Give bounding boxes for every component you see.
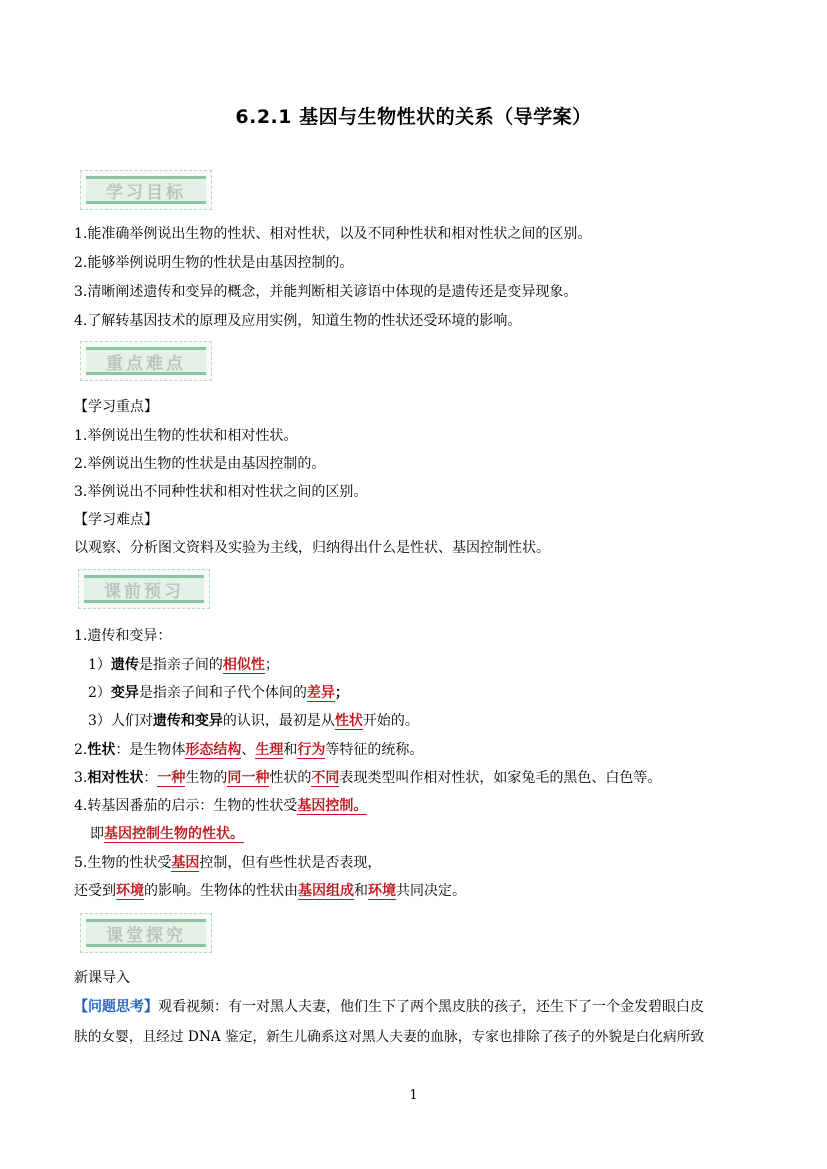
section-banner-label: 重点难点 bbox=[86, 347, 206, 375]
answer-blank: 基因 bbox=[171, 855, 200, 871]
focus-header: 【学习重点】 bbox=[74, 399, 158, 415]
section-banner-label: 学习目标 bbox=[86, 176, 206, 204]
answer-blank: 基因控制生物的性状。 bbox=[104, 826, 244, 842]
answer-blank: 环境 bbox=[368, 883, 396, 899]
preview-q2: 2.性状：是生物体形态结构、生理和行为等特征的统称。 bbox=[74, 742, 424, 758]
difficulty-text: 以观察、分析图文资料及实验为主线，归纳得出什么是性状、基因控制性状。 bbox=[74, 540, 550, 556]
answer-blank: 差异 bbox=[306, 685, 335, 701]
section-banner-label: 课堂探究 bbox=[86, 919, 206, 947]
answer-blank: 行为 bbox=[297, 742, 326, 758]
answer-blank: 相似性 bbox=[222, 657, 265, 673]
focus-item: 1.举例说出生物的性状和相对性状。 bbox=[74, 428, 298, 444]
preview-q5: 5.生物的性状受基因控制，但有些性状是否表现， bbox=[74, 855, 382, 871]
section-banner-label: 课前预习 bbox=[84, 575, 204, 603]
question-label: 【问题思考】 bbox=[74, 999, 158, 1015]
preview-q4: 4.转基因番茄的启示：生物的性状受基因控制。 bbox=[74, 798, 368, 814]
answer-blank: 生理 bbox=[255, 742, 284, 758]
question-line: 【问题思考】观看视频：有一对黑人夫妻，他们生下了两个黑皮肤的孩子，还生下了一个金发碧眼白皮 bbox=[74, 999, 704, 1015]
goal-item: 3.清晰阐述遗传和变异的概念，并能判断相关谚语中体现的是遗传还是变异现象。 bbox=[74, 284, 578, 300]
goal-item: 4.了解转基因技术的原理及应用实例，知道生物的性状还受环境的影响。 bbox=[74, 313, 522, 329]
question-line: 肤的女婴，且经过 DNA 鉴定，新生儿确系这对黑人夫妻的血脉，专家也排除了孩子的外貌是白化病所致 bbox=[74, 1029, 705, 1045]
preview-q5b: 还受到环境的影响。生物体的性状由基因组成和环境共同决定。 bbox=[74, 883, 466, 899]
preview-q4b: 即基因控制生物的性状。 bbox=[90, 826, 244, 842]
goal-item: 2.能够举例说明生物的性状是由基因控制的。 bbox=[74, 255, 354, 271]
focus-item: 2.举例说出生物的性状是由基因控制的。 bbox=[74, 456, 326, 472]
page-title: 6.2.1 基因与生物性状的关系（导学案） bbox=[235, 106, 592, 128]
answer-blank: 环境 bbox=[116, 883, 144, 899]
preview-q1a: 1）遗传是指亲子间的相似性； bbox=[88, 657, 279, 673]
preview-q1c: 3）人们对遗传和变异的认识，最初是从性状开始的。 bbox=[88, 713, 419, 729]
answer-blank: 同一种 bbox=[227, 770, 270, 786]
answer-blank: 一种 bbox=[157, 770, 186, 786]
focus-item: 3.举例说出不同种性状和相对性状之间的区别。 bbox=[74, 484, 368, 500]
difficulty-header: 【学习难点】 bbox=[74, 512, 158, 528]
answer-blank: 基因控制。 bbox=[297, 798, 368, 814]
intro-heading: 新课导入 bbox=[74, 970, 130, 986]
answer-blank: 性状 bbox=[334, 713, 363, 729]
section-banner-key bbox=[80, 341, 212, 381]
section-banner-explore bbox=[80, 913, 212, 953]
preview-q3: 3.相对性状：一种生物的同一种性状的不同表现类型叫作相对性状，如家兔毛的黑色、白色等。 bbox=[74, 770, 662, 786]
page-number: 1 bbox=[409, 1088, 418, 1103]
section-banner-preview bbox=[78, 569, 210, 609]
answer-blank: 不同 bbox=[311, 770, 340, 786]
preview-q1: 1.遗传和变异： bbox=[74, 628, 172, 644]
goal-item: 1.能准确举例说出生物的性状、相对性状，以及不同种性状和相对性状之间的区别。 bbox=[74, 226, 592, 242]
preview-q1b: 2）变异是指亲子间和子代个体间的差异； bbox=[88, 685, 349, 701]
answer-blank: 形态结构 bbox=[185, 742, 242, 758]
section-banner-goals bbox=[80, 170, 212, 210]
answer-blank: 基因组成 bbox=[298, 883, 354, 899]
